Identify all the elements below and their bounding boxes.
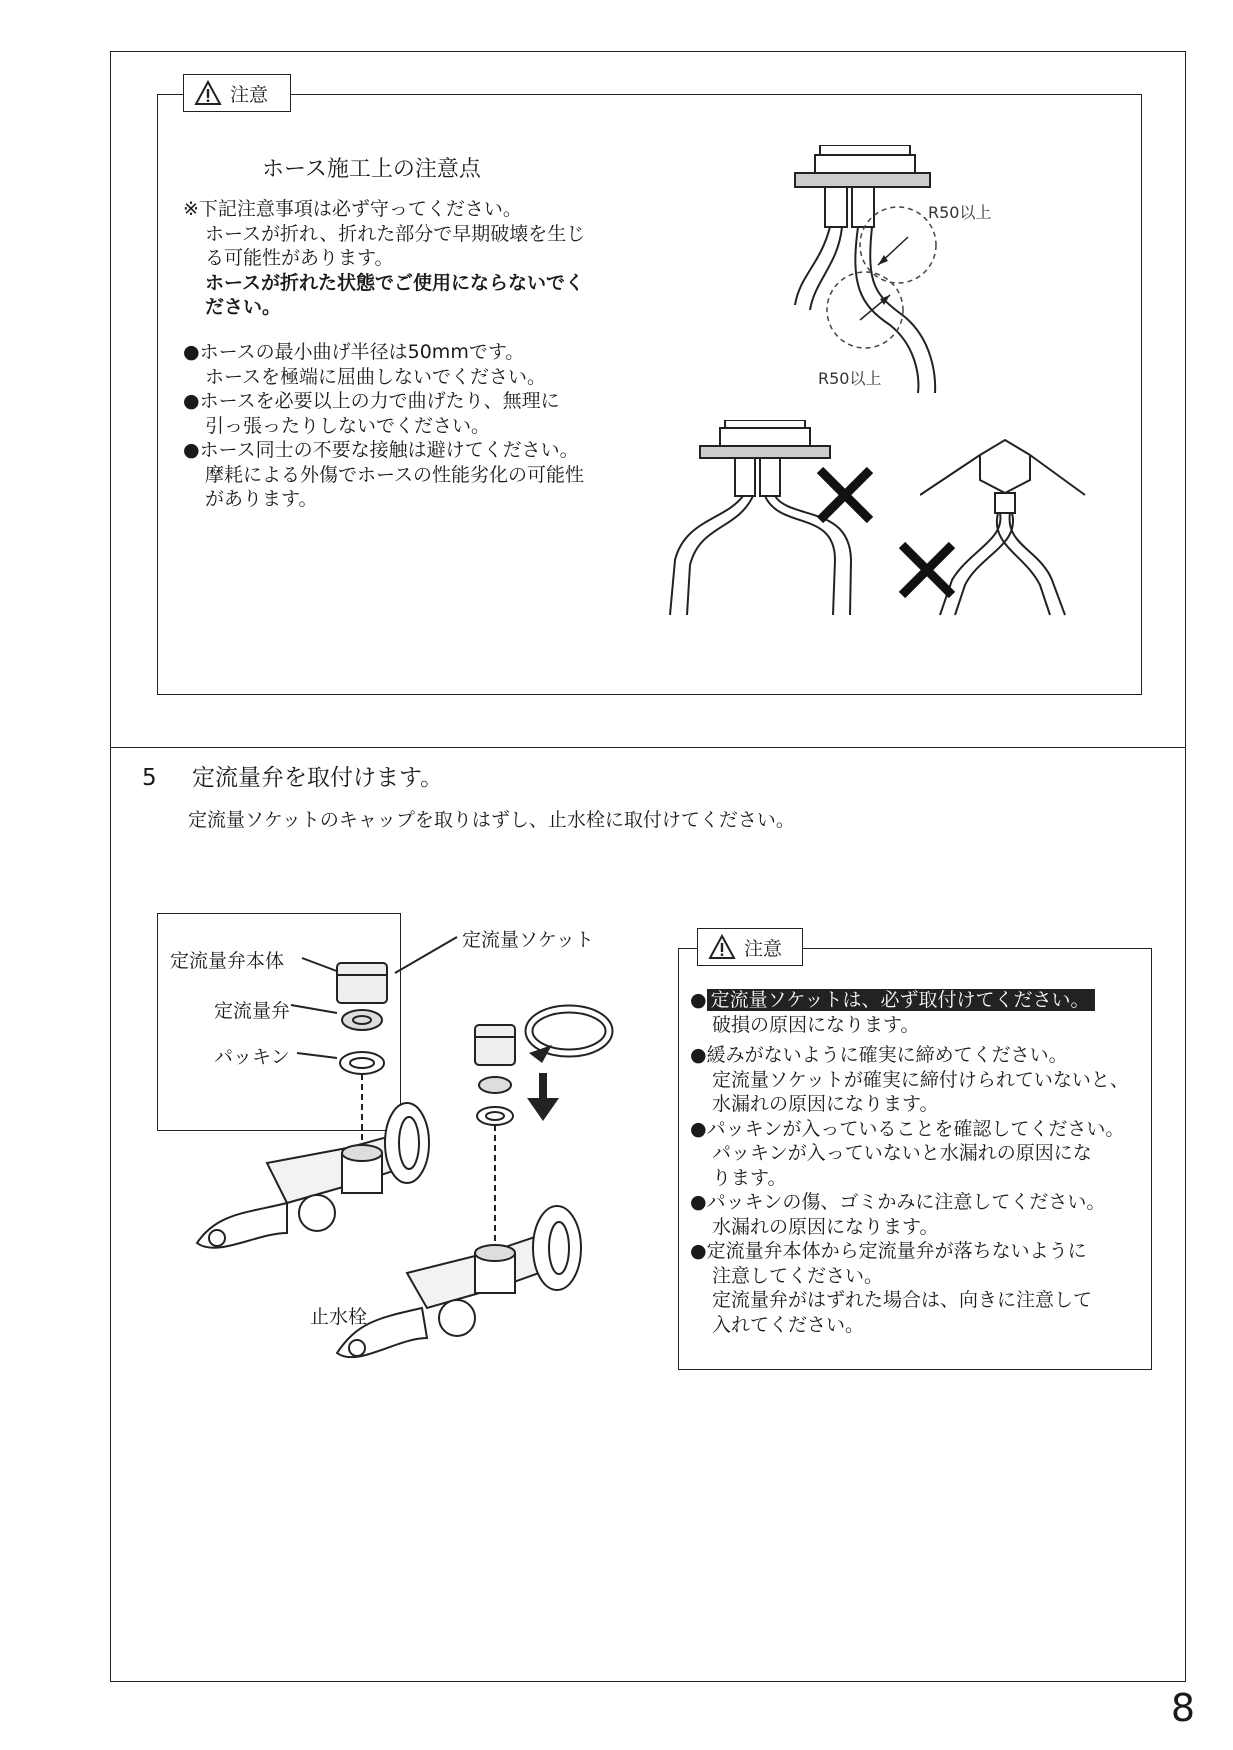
valve-assembly-illustration xyxy=(157,913,677,1373)
cross-mark-icon xyxy=(897,540,957,600)
label-socket: 定流量ソケット xyxy=(462,929,594,951)
caution-tag-label: 注意 xyxy=(230,83,269,106)
warning-icon xyxy=(194,80,222,106)
caution-line: 定流量ソケットが確実に締付けられていないと、 xyxy=(712,1068,1129,1091)
hose-notice xyxy=(183,197,585,320)
hose-heading: ホース施工上の注意点 xyxy=(262,157,481,182)
caution-line: 入れてください。 xyxy=(712,1313,865,1336)
bullet-line: ●ホースを必要以上の力で曲げたり、無理に xyxy=(183,390,560,412)
bullet-line: 摩耗による外傷でホースの性能劣化の可能性 xyxy=(205,463,585,486)
bullet-mark: ● xyxy=(690,989,707,1011)
caution-tag xyxy=(183,74,291,112)
bullet-line: ホースを極端に屈曲しないでください。 xyxy=(205,365,547,388)
down-arrow-icon xyxy=(527,1073,559,1121)
warning-icon xyxy=(708,934,736,960)
radius-label: R50以上 xyxy=(928,203,992,222)
caution-line: ります。 xyxy=(712,1166,787,1189)
label-valve: 定流量弁 xyxy=(214,1000,291,1022)
rotate-arrow-icon xyxy=(529,1009,609,1063)
section-divider xyxy=(110,747,1186,748)
hose-bend-illustration xyxy=(780,145,1020,395)
bullet-line: ●ホースの最小曲げ半径は50mmです。 xyxy=(183,341,525,363)
step-instruction: 定流量ソケットのキャップを取りはずし、止水栓に取付けてください。 xyxy=(188,809,795,831)
caution-line: 注意してください。 xyxy=(712,1264,884,1287)
notice-line: る可能性があります。 xyxy=(205,247,394,269)
step-number: 5 xyxy=(142,765,157,791)
bullet-line: ●ホース同士の不要な接触は避けてください。 xyxy=(183,439,579,461)
notice-line: ホースが折れ、折れた部分で早期破壊を生じ xyxy=(205,222,586,245)
page-number: 8 xyxy=(1170,1686,1195,1730)
hose-bullets xyxy=(183,340,584,512)
caution-line: 水漏れの原因になります。 xyxy=(712,1093,939,1115)
label-packing: パッキン xyxy=(214,1046,290,1068)
bullet-line: 引っ張ったりしないでください。 xyxy=(205,414,491,437)
label-stopcock: 止水栓 xyxy=(310,1306,368,1328)
caution-tag-label: 注意 xyxy=(744,937,783,960)
step-title: 定流量弁を取付けます。 xyxy=(192,765,444,791)
caution-line: ●緩みがないように確実に締めてください。 xyxy=(690,1044,1068,1066)
cross-mark-icon xyxy=(815,465,875,525)
socket-caution-items xyxy=(690,988,1129,1337)
label-valve-body: 定流量弁本体 xyxy=(170,950,285,972)
caution-tag xyxy=(697,928,803,966)
caution-line: ●パッキンが入っていることを確認してください。 xyxy=(690,1117,1125,1140)
notice-bold-line: ださい。 xyxy=(205,296,282,318)
caution-line: 破損の原因になります。 xyxy=(712,1013,920,1036)
notice-line: ※下記注意事項は必ず守ってください。 xyxy=(183,198,522,220)
notice-bold-line: ホースが折れた状態でご使用にならないでく xyxy=(205,271,585,294)
bullet-line: があります。 xyxy=(205,488,318,510)
radius-label: R50以上 xyxy=(818,369,882,388)
caution-line: 定流量弁がはずれた場合は、向きに注意して xyxy=(712,1289,1093,1311)
highlighted-warning: 定流量ソケットは、必ず取付けてください。 xyxy=(707,989,1096,1011)
caution-line: 水漏れの原因になります。 xyxy=(712,1215,939,1238)
caution-line: パッキンが入っていないと水漏れの原因にな xyxy=(712,1142,1092,1164)
caution-line: ●パッキンの傷、ゴミかみに注意してください。 xyxy=(690,1191,1106,1213)
caution-line: ●定流量弁本体から定流量弁が落ちないように xyxy=(690,1240,1087,1262)
